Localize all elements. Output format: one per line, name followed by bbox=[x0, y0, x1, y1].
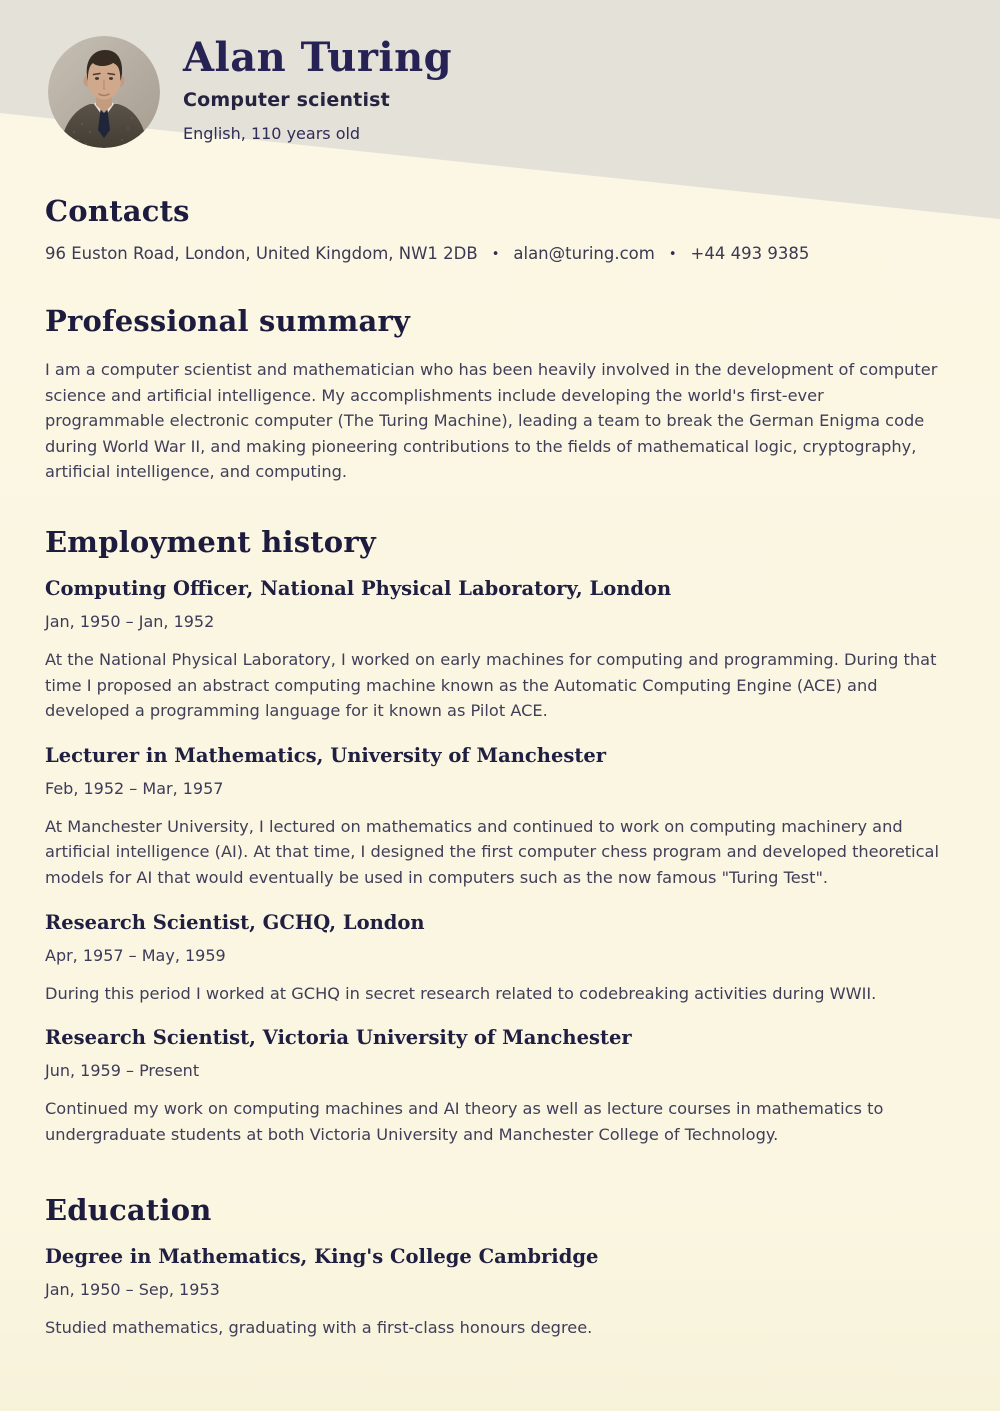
education-dates: Jan, 1950 – Sep, 1953 bbox=[45, 1280, 220, 1300]
education-entry bbox=[45, 1245, 952, 1341]
education-heading: Education bbox=[45, 1193, 212, 1228]
job-entry bbox=[45, 744, 952, 891]
job-dates: Jun, 1959 – Present bbox=[45, 1061, 200, 1081]
person-job-title: Computer scientist bbox=[183, 89, 390, 111]
job-title: Research Scientist, GCHQ, London bbox=[45, 910, 425, 934]
education-title: Degree in Mathematics, King's College Cambridge bbox=[45, 1245, 599, 1269]
contacts-heading: Contacts bbox=[45, 194, 190, 228]
person-name: Alan Turing bbox=[183, 34, 453, 81]
job-dates: Jan, 1950 – Jan, 1952 bbox=[45, 611, 215, 631]
employment-heading: Employment history bbox=[45, 524, 376, 559]
job-title: Computing Officer, National Physical Laboratory, London bbox=[45, 576, 672, 600]
summary-text: I am a computer scientist and mathematician who has been heavily involved in the development of computer science and artificial intelligence. My accomplishments include developing the world's first-ever programmable electronic computer (The Turing Machine), leading a team to break the German Enigma code during World War II, and making pioneering contributions to the fields of mathematical logic, cryptography, artificial intelligence, and computing. bbox=[45, 360, 938, 482]
job-description: Continued my work on computing machines and AI theory as well as lecture courses in mathematics to undergraduate students at both Victoria University and Manchester College of Technology. bbox=[45, 1099, 884, 1144]
contact-email: alan@turing.com bbox=[513, 244, 655, 263]
bullet-separator-icon: • bbox=[668, 247, 677, 262]
job-description: At Manchester University, I lectured on mathematics and continued to work on computing machinery and artificial intelligence (AI). At that time, I designed the first computer chess program and developed theoretical models for AI that would eventually be used in computers such as the now famous "Turing Test". bbox=[45, 816, 939, 887]
job-entry bbox=[45, 577, 952, 724]
job-dates: Apr, 1957 – May, 1959 bbox=[45, 945, 226, 965]
section-education bbox=[45, 1195, 952, 1341]
section-employment-history bbox=[45, 524, 952, 1147]
contact-phone: +44 493 9385 bbox=[690, 244, 810, 263]
contact-line bbox=[45, 243, 952, 266]
job-entry bbox=[45, 1026, 952, 1147]
person-subtitle: English, 110 years old bbox=[183, 124, 361, 143]
contact-address: 96 Euston Road, London, United Kingdom, NW1 2DB bbox=[45, 244, 478, 263]
job-description: At the National Physical Laboratory, I worked on early machines for computing and programming. During that time I proposed an abstract computing machine known as the Automatic Computing Engine (ACE) and developed a programming language for it known as Pilot ACE. bbox=[45, 649, 937, 721]
job-entry bbox=[45, 911, 952, 1007]
education-description: Studied mathematics, graduating with a first-class honours degree. bbox=[45, 1318, 593, 1338]
summary-heading: Professional summary bbox=[45, 304, 411, 338]
job-title: Lecturer in Mathematics, University of Manchester bbox=[45, 743, 607, 767]
bullet-separator-icon: • bbox=[491, 247, 500, 262]
job-dates: Feb, 1952 – Mar, 1957 bbox=[45, 778, 224, 798]
section-professional-summary bbox=[45, 306, 952, 485]
job-description: During this period I worked at GCHQ in secret research related to codebreaking activities during WWII. bbox=[45, 983, 877, 1003]
job-title: Research Scientist, Victoria University of Manchester bbox=[45, 1026, 632, 1050]
